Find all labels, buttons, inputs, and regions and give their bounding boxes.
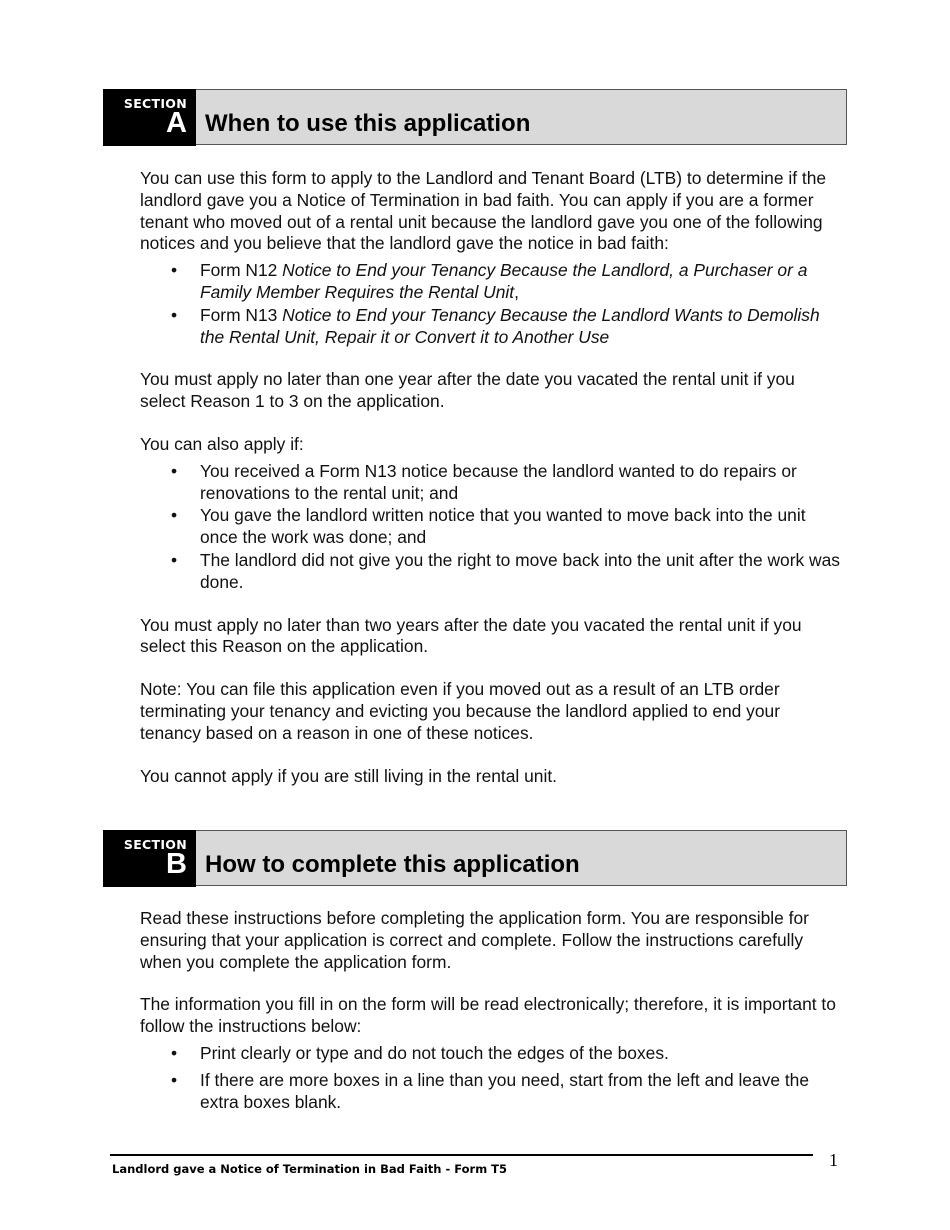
notice-title: Notice to End your Tenancy Because the Landlord, a Purchaser or a Family Member Requires the Rental Unit: [200, 260, 808, 302]
page-number: 1: [829, 1150, 838, 1170]
notice-suffix: ,: [514, 281, 519, 302]
section-b-content: [140, 908, 845, 1113]
list-item: • You gave the landlord written notice that you wanted to move back into the unit once the work was done; and: [140, 505, 845, 549]
electronic-reading-text: The information you fill in on the form will be read electronically; therefore, it is important to follow the instructions below:: [140, 994, 836, 1037]
footer-divider: [110, 1154, 813, 1156]
section-b-header: [103, 830, 847, 886]
list-item: • Print clearly or type and do not touch the edges of the boxes.: [140, 1043, 845, 1065]
section-b-label: SECTION: [123, 837, 187, 852]
list-item: • The landlord did not give you the right to move back into the unit after the work was done.: [140, 550, 845, 594]
notice-form-number: Form N12: [200, 260, 283, 281]
one-year-deadline: You must apply no later than one year after the date you vacated the rental unit if you select Reason 1 to 3 on the application.: [140, 369, 795, 412]
section-a-header: [103, 89, 847, 145]
list-item: [140, 305, 845, 349]
list-item: • If there are more boxes in a line than you need, start from the left and leave the extra boxes blank.: [140, 1070, 845, 1114]
notice-list: [140, 260, 845, 348]
section-b-title: How to complete this application: [205, 851, 580, 878]
notice-form-number: Form N13: [200, 304, 283, 325]
section-a-tab: [103, 89, 196, 146]
list-item: [140, 260, 845, 304]
section-b-letter: B: [166, 848, 187, 880]
also-apply-list: [140, 461, 845, 594]
section-b-tab: [103, 830, 196, 887]
section-a-title: When to use this application: [205, 110, 531, 137]
notice-title: Notice to End your Tenancy Because the Landlord Wants to Demolish the Rental Unit, Repair it or Convert it to Another Use: [200, 304, 820, 347]
cannot-apply-text: You cannot apply if you are still living in the rental unit.: [140, 765, 557, 786]
section-a-intro: You can use this form to apply to the Landlord and Tenant Board (LTB) to determine if the landlord gave you a Notice of Termination in bad faith. You can apply if you are a former tenant who moved out of a rental unit because the landlord gave you one of the following notices and you believe that the landlord gave the notice in bad faith:: [140, 168, 827, 254]
section-a-content: [140, 168, 845, 787]
section-a-letter: A: [166, 107, 187, 139]
ltb-order-note: Note: You can file this application even if you moved out as a result of an LTB order terminating your tenancy and evicting you because the landlord applied to end your tenancy based on a reason in one of these notices.: [140, 679, 781, 743]
footer-form-name: Landlord gave a Notice of Termination in Bad Faith - Form T5: [112, 1162, 508, 1176]
section-a-label: SECTION: [123, 96, 187, 111]
also-apply-intro: You can also apply if:: [140, 433, 304, 454]
instruction-list: [140, 1043, 845, 1113]
section-b-intro: Read these instructions before completing the application form. You are responsible for ensuring that your application is correct and complete. Follow the instructions carefully when you complete the application form.: [140, 908, 809, 972]
list-item: • You received a Form N13 notice because the landlord wanted to do repairs or renovations to the rental unit; and: [140, 461, 845, 505]
two-year-deadline: You must apply no later than two years after the date you vacated the rental unit if you select this Reason on the application.: [140, 614, 802, 657]
